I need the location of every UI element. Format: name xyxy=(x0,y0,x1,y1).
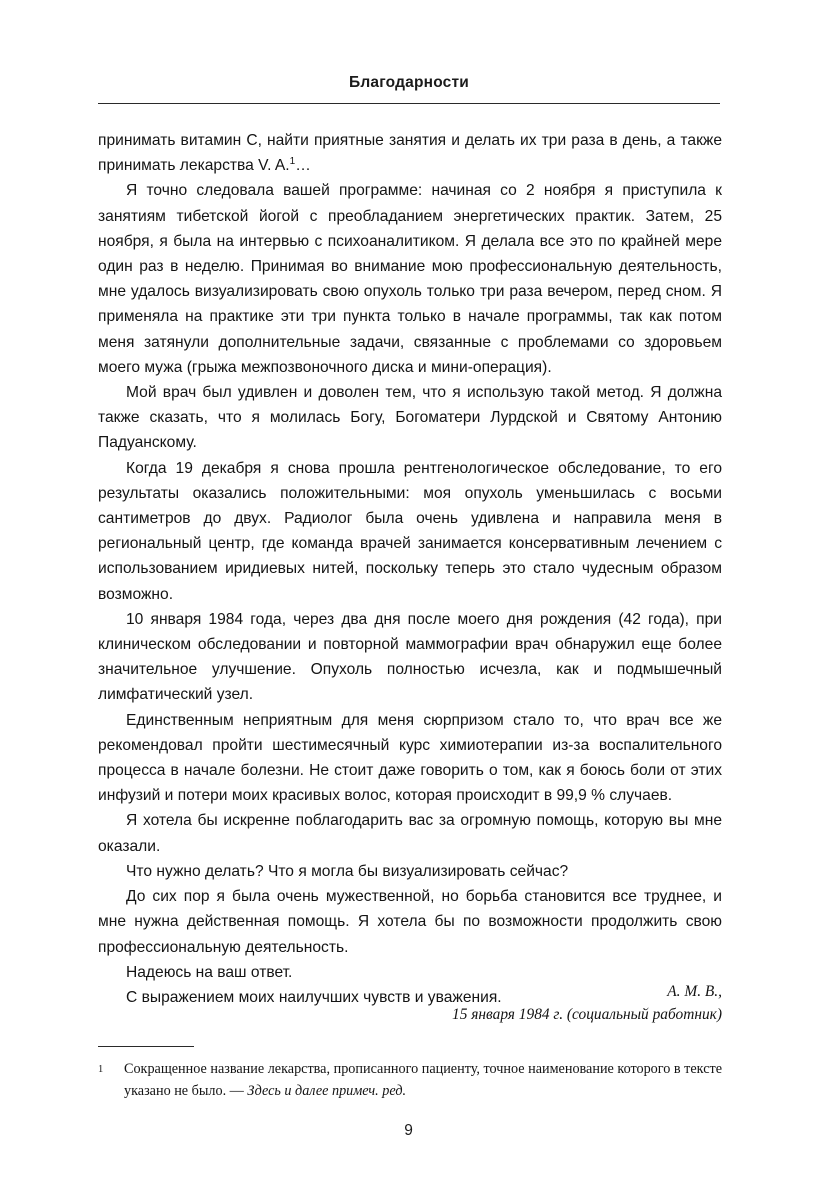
footnote-reference[interactable]: 1 xyxy=(289,156,296,168)
signature-name: А. М. В., xyxy=(667,983,722,1000)
page-number: 9 xyxy=(404,1122,413,1139)
paragraph: Когда 19 декабря я снова прошла рентгенологическое обследование, то его результаты оказались положительными: моя опухоль уменьшилась с восьми сантиметров до двух. Радиолог была очень удивлена и направила меня в региональный центр, где команда врачей занимается консервативным лечением с использованием иридиевых нитей, поскольку теперь это стало чудесным образом возможно. xyxy=(98,459,722,603)
paragraph: 10 января 1984 года, через два дня после моего дня рождения (42 года), при клиническом обследовании и повторной маммографии врач обнаружил еще более значительное улучшение. Опухоль полностью исчезла, как и подмышечный лимфатический узел. xyxy=(98,610,722,704)
paragraph: Надеюсь на ваш ответ. xyxy=(126,963,293,981)
footnote xyxy=(98,1059,722,1102)
running-head: Благодарности xyxy=(348,74,469,91)
footnote-editor-note: Здесь и далее примеч. ред. xyxy=(247,1082,407,1099)
paragraph: С выражением моих наилучших чувств и уважения. xyxy=(126,988,502,1006)
paragraph: принимать витамин C, найти приятные занятия и делать их три раза в день, а также принимать лекарства V. A.$^1$… xyxy=(98,132,722,175)
paragraph: До сих пор я была очень мужественной, но борьба становится все труднее, и мне нужна действенная помощь. Я хотела бы по возможности продолжить свою профессиональную деятельность. xyxy=(98,888,722,956)
paragraph: Что нужно делать? Что я могла бы визуализировать сейчас? xyxy=(126,862,569,880)
footnote-divider xyxy=(98,1046,194,1047)
letter-signature xyxy=(98,980,722,1026)
paragraph: Я хотела бы искренне поблагодарить вас за огромную помощь, которую вы мне оказали. xyxy=(98,812,722,855)
footnote-marker: 1 xyxy=(98,1064,104,1075)
page-body xyxy=(98,128,722,1010)
footnote-text: Сокращенное название лекарства, прописанного пациенту, точное наименование которого в тексте указано не было. — Здесь и далее примеч. ред. xyxy=(124,1061,722,1099)
signature-date: 15 января 1984 г. (социальный работник) xyxy=(452,1006,722,1023)
header-divider xyxy=(98,103,720,104)
paragraph: Мой врач был удивлен и доволен тем, что я использую такой метод. Я должна также сказать, что я молилась Богу, Богоматери Лурдской и Святому Антонию Падуанскому. xyxy=(98,384,722,452)
paragraph: Единственным неприятным для меня сюрпризом стало то, что врач все же рекомендовал пройти шестимесячный курс химиотерапии из-за воспалительного процесса в начале болезни. Не стоит даже говорить о том, как я боюсь боли от этих инфузий и потери моих красивых волос, которая происходит в 99,9 % случаев. xyxy=(98,711,722,805)
paragraph: Я точно следовала вашей программе: начиная со 2 ноября я приступила к занятиям тибетской йогой с преобладанием энергетических практик. Затем, 25 ноября, я была на интервью с психоаналитиком. Я делала все это по крайней мере один раз в неделю. Принимая во внимание мою профессиональную деятельность, мне удалось визуализировать свою опухоль только три раза вечером, перед сном. Я применяла на практике эти три пункта только в начале программы, так как потом меня затянули дополнительные задачи, связанные с проблемами со здоровьем моего мужа (грыжа межпозвоночного диска и мини-операция). xyxy=(98,182,722,376)
